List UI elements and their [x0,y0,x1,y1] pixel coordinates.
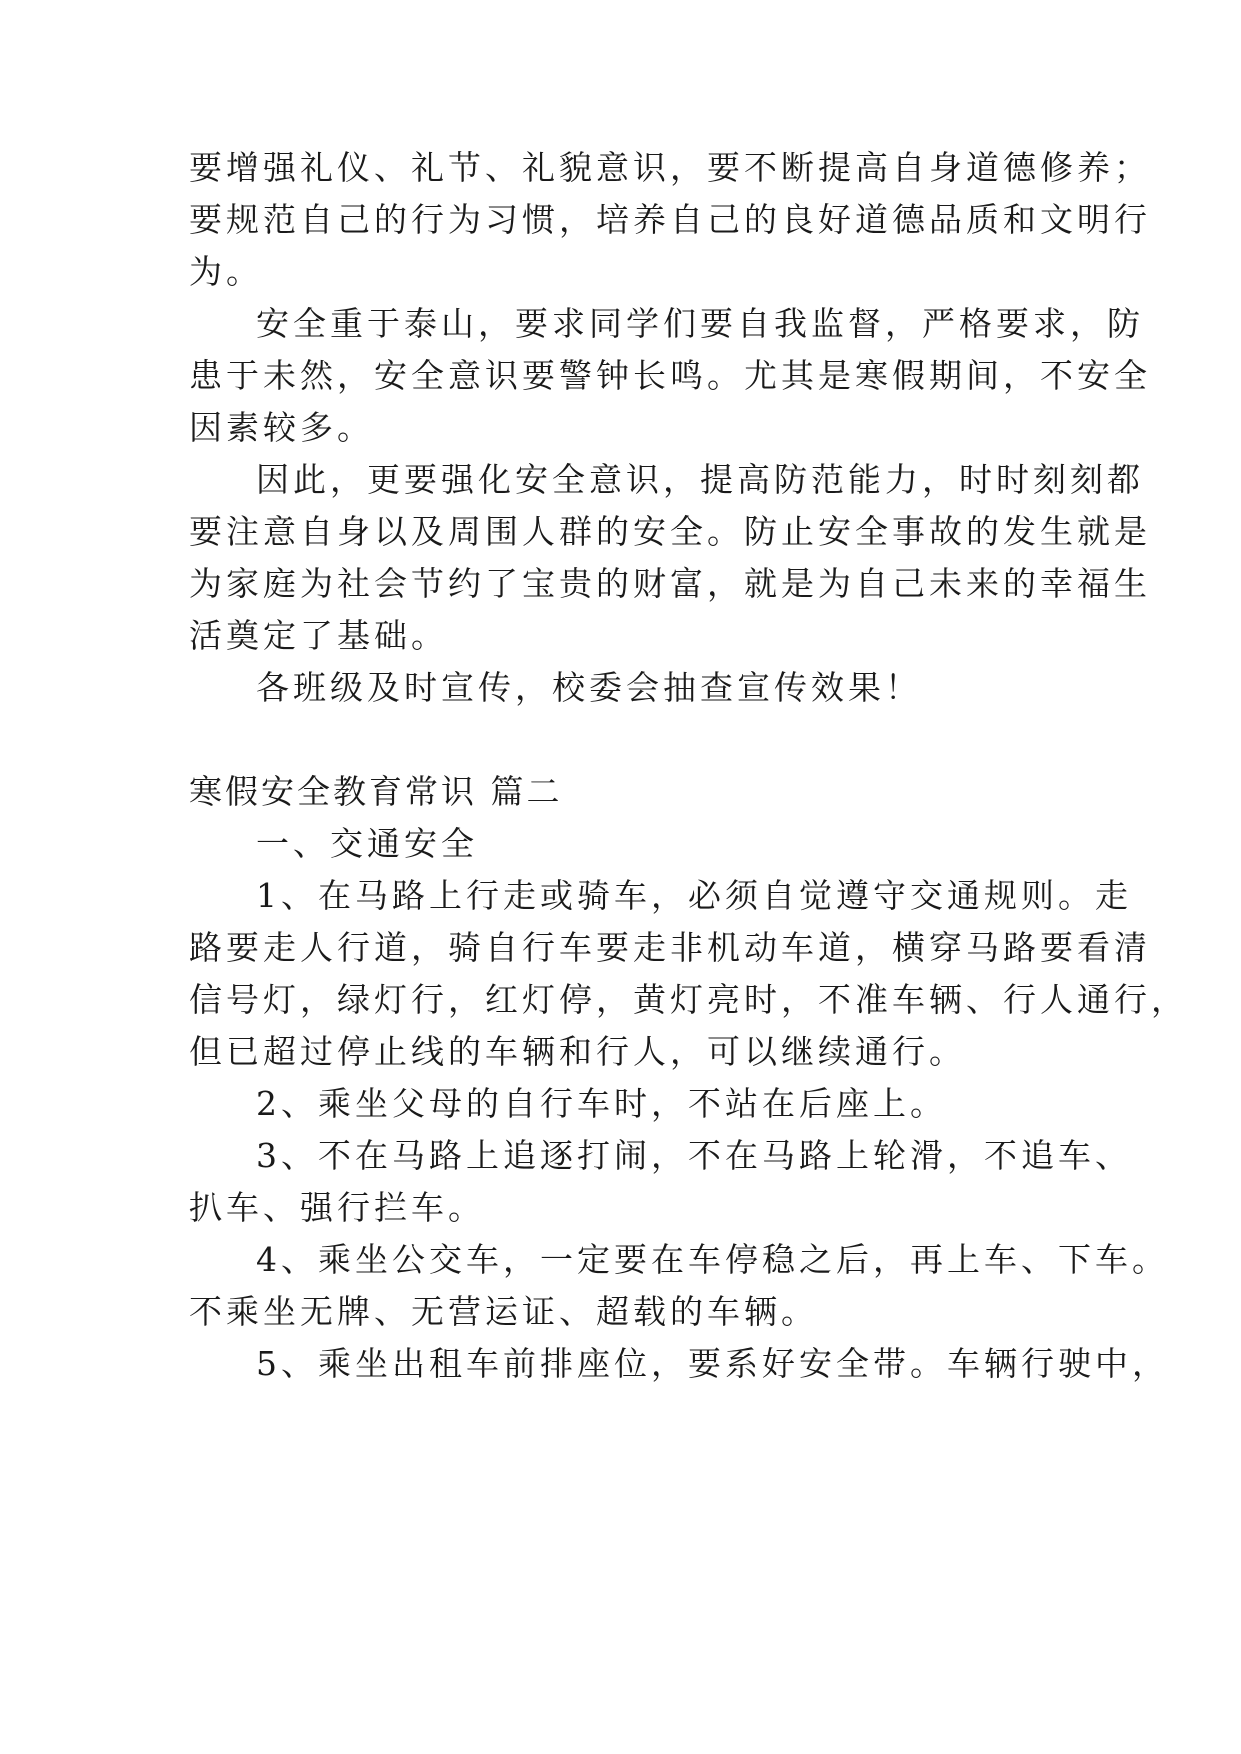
item-1-line-3: 信号灯，绿灯行，红灯停，黄灯亮时，不准车辆、行人通行， [189,980,1188,1019]
item-1-line-1: 1、在马路上行走或骑车，必须自觉遵守交通规则。走 [256,876,1132,915]
section-heading: 寒假安全教育常识 篇二 [189,772,563,811]
item-1-line-2: 路要走人行道，骑自行车要走非机动车道，横穿马路要看清 [189,928,1151,967]
paragraph-3-line-2: 要注意自身以及周围人群的安全。防止安全事故的发生就是 [189,512,1151,551]
item-3-line-1: 3、不在马路上追逐打闹，不在马路上轮滑，不追车、 [256,1136,1132,1175]
paragraph-1-line-2: 要规范自己的行为习惯，培养自己的良好道德品质和文明行 [189,200,1151,239]
item-2-line-1: 2、乘坐父母的自行车时，不站在后座上。 [256,1084,947,1123]
item-4-line-2: 不乘坐无牌、无营运证、超载的车辆。 [189,1292,818,1331]
paragraph-2-line-1: 安全重于泰山，要求同学们要自我监督，严格要求，防 [256,304,1144,343]
item-1-line-4: 但已超过停止线的车辆和行人，可以继续通行。 [189,1032,966,1071]
paragraph-2-line-3: 因素较多。 [189,408,374,447]
item-3-line-2: 扒车、强行拦车。 [189,1188,485,1227]
paragraph-3-line-4: 活奠定了基础。 [189,616,448,655]
paragraph-2-line-2: 患于未然，安全意识要警钟长鸣。尤其是寒假期间，不安全 [189,356,1151,395]
item-4-line-1: 4、乘坐公交车，一定要在车停稳之后，再上车、下车。 [256,1240,1169,1279]
paragraph-1-line-3: 为。 [189,252,263,291]
paragraph-3-line-1: 因此，更要强化安全意识，提高防范能力，时时刻刻都 [256,460,1144,499]
paragraph-3-line-3: 为家庭为社会节约了宝贵的财富，就是为自己未来的幸福生 [189,564,1151,603]
subsection-heading: 一、交通安全 [256,824,478,863]
paragraph-4-line-1: 各班级及时宣传，校委会抽查宣传效果！ [256,668,922,707]
paragraph-1-line-1: 要增强礼仪、礼节、礼貌意识，要不断提高自身道德修养； [189,148,1151,187]
item-5-line-1: 5、乘坐出租车前排座位，要系好安全带。车辆行驶中， [256,1344,1169,1383]
